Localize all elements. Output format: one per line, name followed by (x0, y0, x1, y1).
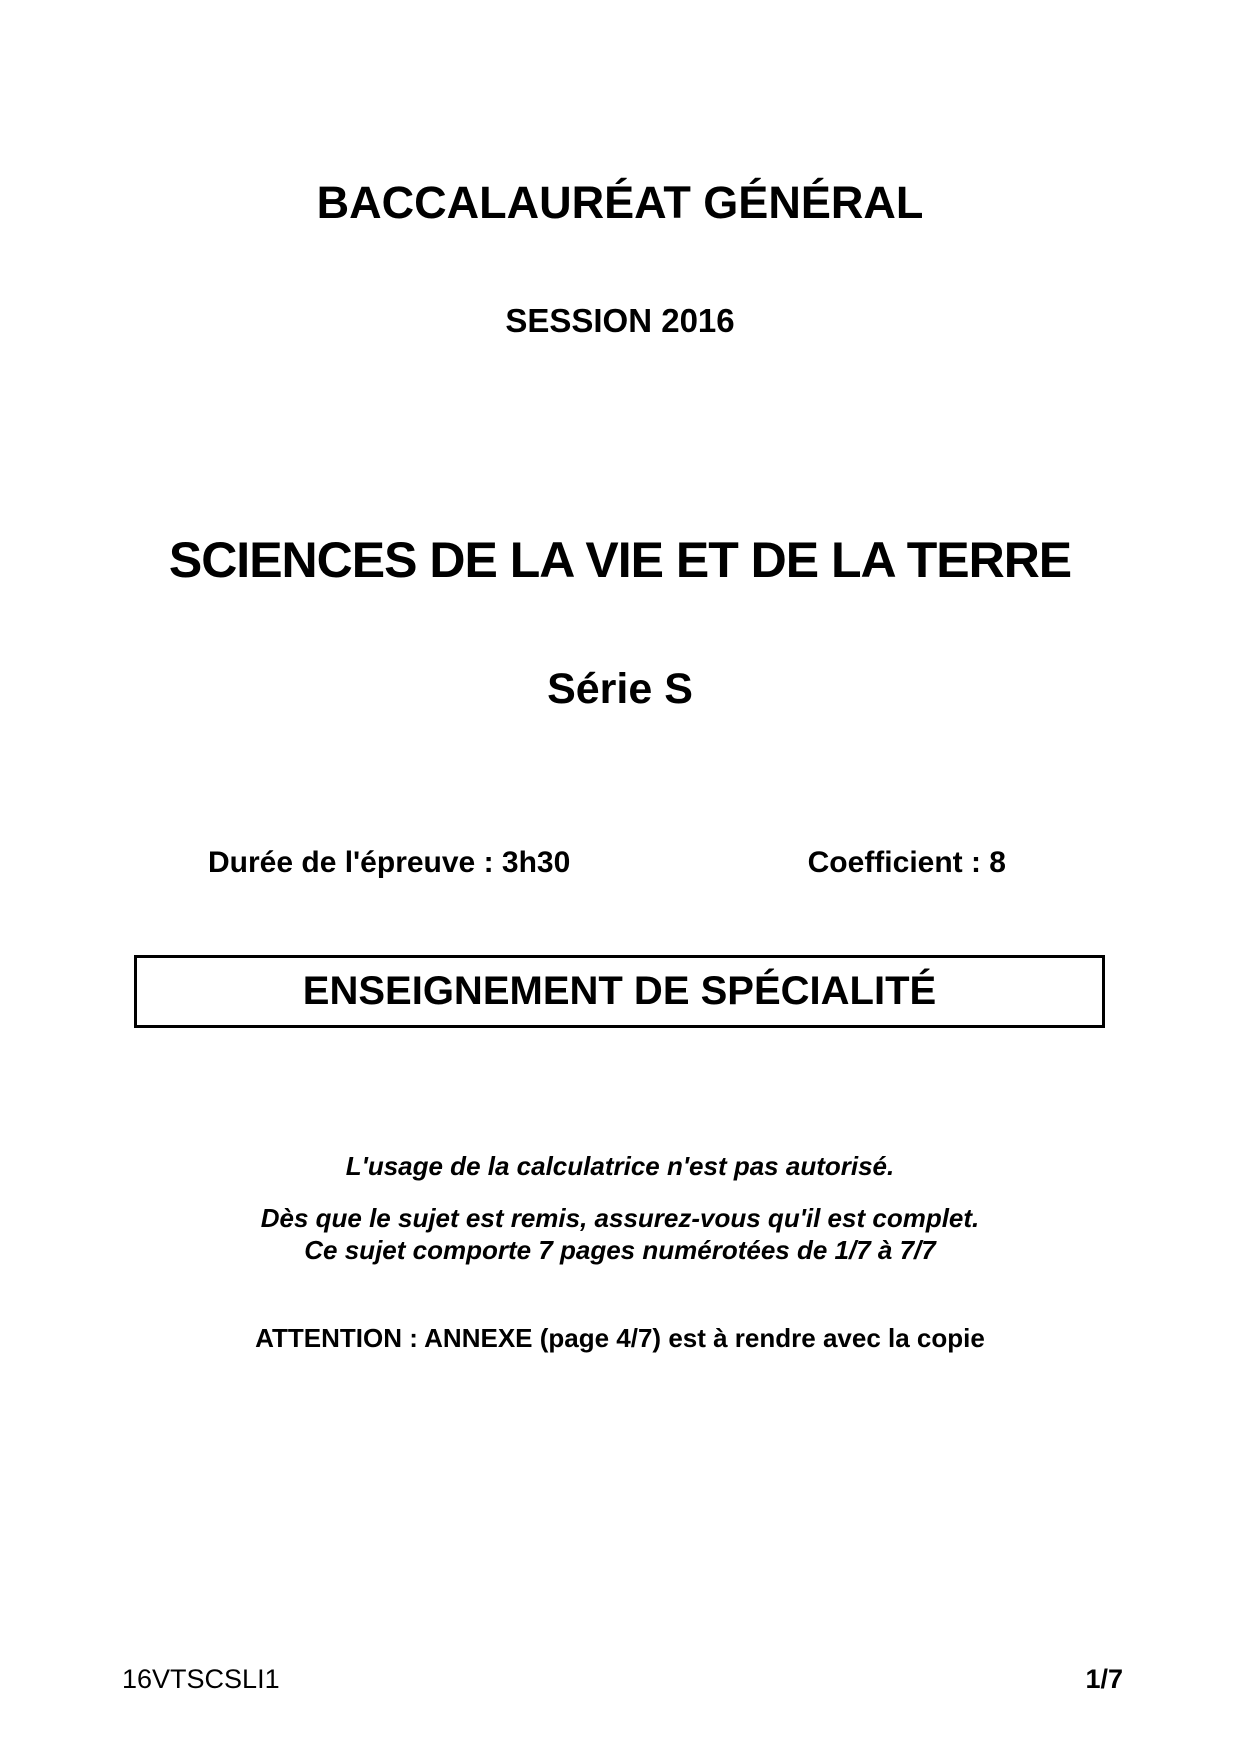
speciality-banner-box (134, 955, 1105, 1028)
speciality-banner-label: ENSEIGNEMENT DE SPÉCIALITÉ (302, 969, 937, 1013)
calculator-notice: L'usage de la calculatrice n'est pas autorisé. (345, 1151, 895, 1181)
completeness-notice (0, 1203, 1240, 1266)
subject-title: SCIENCES DE LA VIE ET DE LA TERRE (168, 532, 1072, 588)
completeness-notice-line2: Ce sujet comporte 7 pages numérotées de 1/7 à 7/7 (304, 1234, 936, 1265)
page-number: 1/7 (1085, 1664, 1123, 1694)
annexe-attention-notice: ATTENTION : ANNEXE (page 4/7) est à rendre avec la copie (255, 1323, 985, 1353)
exam-title: BACCALAURÉAT GÉNÉRAL (316, 177, 924, 228)
session-heading: SESSION 2016 (505, 302, 735, 339)
duration-label: Durée de l'épreuve : 3h30 (208, 846, 571, 879)
duration-coefficient-row (0, 848, 1240, 878)
completeness-notice-line1: Dès que le sujet est remis, assurez-vous qu'il est complet. (260, 1203, 980, 1233)
coefficient-label: Coefficient : 8 (807, 846, 1006, 879)
serie-label: Série S (547, 665, 693, 713)
exam-reference-code: 16VTSCSLI1 (122, 1664, 280, 1694)
